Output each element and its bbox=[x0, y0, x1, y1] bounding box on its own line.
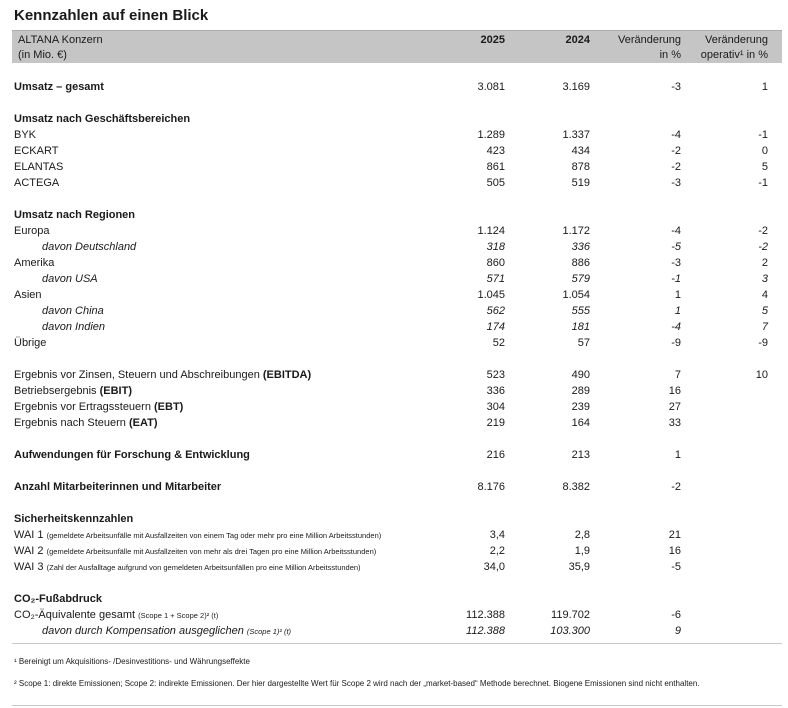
cell-change-operational-percent: 7 bbox=[761, 321, 768, 333]
row-spacer bbox=[14, 463, 768, 479]
table-header-band bbox=[12, 30, 782, 63]
row-label: WAI 1 (gemeldete Arbeitsunfälle mit Ausfallzeiten von einem Tag oder mehr pro eine Million Arbeitsstunden) bbox=[14, 529, 382, 541]
table-row bbox=[14, 143, 768, 159]
row-label: ACTEGA bbox=[14, 177, 60, 189]
cell-2025: 174 bbox=[486, 321, 505, 333]
cell-2024: 886 bbox=[571, 257, 590, 269]
cell-2024: 878 bbox=[571, 161, 590, 173]
cell-change-percent: -2 bbox=[671, 481, 681, 493]
cell-2025: 52 bbox=[492, 337, 505, 349]
cell-change-operational-percent bbox=[681, 207, 768, 223]
cell-2025: 3,4 bbox=[489, 529, 505, 541]
table-row bbox=[14, 399, 768, 415]
row-spacer bbox=[14, 191, 768, 207]
header-col-change-op-line1: Veränderung bbox=[705, 34, 768, 46]
row-label: Aufwendungen für Forschung & Entwicklung bbox=[14, 449, 250, 461]
row-label-definition: (Scope 1)² (t) bbox=[246, 627, 292, 636]
table-row bbox=[14, 447, 768, 463]
table-row bbox=[14, 159, 768, 175]
cell-change-operational-percent bbox=[681, 111, 768, 127]
table-row bbox=[14, 383, 768, 399]
row-label: davon Indien bbox=[42, 321, 105, 333]
row-label: CO₂-Äquivalente gesamt (Scope 1 + Scope 2)² (t) bbox=[14, 609, 219, 621]
cell-change-operational-percent: -9 bbox=[758, 337, 768, 349]
row-label-definition: (gemeldete Arbeitsunfälle mit Ausfallzeiten von einem Tag oder mehr pro eine Million Arbeitsstunden) bbox=[46, 531, 382, 540]
header-col-change-op-line2: operativ¹ in % bbox=[700, 49, 768, 61]
row-label: WAI 3 (Zahl der Ausfalltage aufgrund von gemeldeten Arbeitsunfällen pro eine Million Arbeitsstunden) bbox=[14, 561, 361, 573]
table-row bbox=[14, 223, 768, 239]
cell-2025: 1.289 bbox=[477, 129, 505, 141]
row-label-abbreviation: (EBIT) bbox=[99, 385, 132, 397]
cell-change-percent: -9 bbox=[671, 337, 681, 349]
row-label: Umsatz nach Regionen bbox=[14, 209, 136, 221]
cell-change-operational-percent bbox=[681, 591, 768, 607]
table-row bbox=[14, 287, 768, 303]
cell-2024: 579 bbox=[571, 273, 590, 285]
cell-change-percent: -3 bbox=[671, 257, 681, 269]
footnote-1: ¹ Bereinigt um Akquisitions- /Desinvestitions- und Währungseffekte bbox=[14, 657, 250, 666]
cell-change-operational-percent bbox=[681, 543, 768, 560]
cell-change-operational-percent bbox=[681, 479, 768, 495]
row-label-abbreviation: (EAT) bbox=[128, 417, 158, 429]
cell-2025: 861 bbox=[486, 161, 505, 173]
row-label: Umsatz nach Geschäftsbereichen bbox=[14, 113, 191, 125]
row-label: Betriebsergebnis (EBIT) bbox=[14, 385, 132, 397]
row-label: Umsatz – gesamt bbox=[14, 81, 104, 93]
cell-2025: 571 bbox=[486, 273, 505, 285]
cell-change-operational-percent bbox=[681, 447, 768, 463]
cell-change-operational-percent: 0 bbox=[761, 145, 768, 157]
cell-change-percent: -2 bbox=[671, 161, 681, 173]
table-row bbox=[14, 607, 768, 623]
cell-change-percent bbox=[590, 511, 681, 527]
cell-2024 bbox=[505, 207, 590, 223]
cell-2024 bbox=[505, 111, 590, 127]
table-row bbox=[14, 127, 768, 143]
cell-2024: 555 bbox=[571, 305, 590, 317]
cell-2025: 112.388 bbox=[466, 609, 505, 621]
cell-change-percent: -2 bbox=[671, 145, 681, 157]
cell-change-operational-percent bbox=[681, 399, 768, 415]
cell-2024: 213 bbox=[571, 449, 590, 461]
footnote-separator-rule bbox=[12, 643, 782, 644]
cell-change-percent bbox=[590, 591, 681, 607]
cell-2025: 523 bbox=[486, 369, 505, 381]
header-col-change-line1: Veränderung bbox=[618, 34, 681, 46]
cell-change-percent: -5 bbox=[671, 241, 681, 253]
cell-change-percent: 27 bbox=[668, 401, 681, 413]
cell-change-operational-percent: -2 bbox=[758, 225, 768, 237]
cell-2025 bbox=[420, 591, 505, 607]
cell-2024: 119.702 bbox=[551, 609, 590, 621]
table-row bbox=[14, 239, 768, 255]
cell-change-percent: 9 bbox=[674, 625, 681, 637]
cell-2025: 1.045 bbox=[477, 289, 505, 301]
cell-2025: 562 bbox=[486, 305, 505, 317]
cell-2024: 519 bbox=[571, 177, 590, 189]
row-label: ELANTAS bbox=[14, 161, 64, 173]
row-label-definition: (Zahl der Ausfalltage aufgrund von gemeldeten Arbeitsunfällen pro eine Million Arbeitsstunden) bbox=[46, 563, 361, 572]
cell-change-operational-percent bbox=[681, 511, 768, 527]
table-row bbox=[14, 255, 768, 271]
cell-2024: 3.169 bbox=[562, 81, 590, 93]
cell-change-operational-percent bbox=[681, 623, 768, 640]
header-col-change-line2: in % bbox=[659, 49, 681, 61]
cell-change-operational-percent: 10 bbox=[755, 369, 768, 381]
section-header-row bbox=[14, 111, 768, 127]
table-row bbox=[14, 623, 768, 639]
cell-change-percent: -4 bbox=[671, 129, 681, 141]
cell-2024: 164 bbox=[571, 417, 590, 429]
cell-2025: 216 bbox=[486, 449, 505, 461]
cell-change-percent: -3 bbox=[671, 177, 681, 189]
row-label: Ergebnis vor Ertragssteuern (EBT) bbox=[14, 401, 184, 413]
row-label: Ergebnis nach Steuern (EAT) bbox=[14, 417, 158, 429]
row-label: davon durch Kompensation ausgeglichen (Scope 1)² (t) bbox=[42, 625, 292, 637]
cell-2025: 860 bbox=[486, 257, 505, 269]
row-label-definition: (gemeldete Arbeitsunfälle mit Ausfallzeiten von mehr als drei Tagen pro eine Million Arbeitsstunden) bbox=[46, 547, 377, 556]
cell-change-percent: -5 bbox=[671, 561, 681, 573]
cell-change-operational-percent: 3 bbox=[761, 273, 768, 285]
row-label: Europa bbox=[14, 225, 50, 237]
cell-change-operational-percent: -2 bbox=[758, 241, 768, 253]
row-label: Anzahl Mitarbeiterinnen und Mitarbeiter bbox=[14, 481, 222, 493]
row-label: CO₂-Fußabdruck bbox=[14, 593, 102, 605]
row-spacer bbox=[14, 431, 768, 447]
cell-2024: 2,8 bbox=[574, 529, 590, 541]
table-row bbox=[14, 479, 768, 495]
cell-change-operational-percent bbox=[681, 415, 768, 431]
cell-2024: 1.054 bbox=[562, 289, 590, 301]
footnote-2: ² Scope 1: direkte Emissionen; Scope 2: indirekte Emissionen. Der hier dargestellte Wert für Scope 2 wird nach der „market-based“ Methode berechnet. Biogene Emissionen sind nicht enthalten. bbox=[14, 679, 700, 688]
page-title: Kennzahlen auf einen Blick bbox=[14, 7, 209, 24]
section-header-row bbox=[14, 591, 768, 607]
row-label: Sicherheitskennzahlen bbox=[14, 513, 134, 525]
cell-change-percent: -6 bbox=[671, 609, 681, 621]
cell-2024: 434 bbox=[571, 145, 590, 157]
row-label: BYK bbox=[14, 129, 37, 141]
cell-change-percent: 7 bbox=[674, 369, 681, 381]
cell-2025 bbox=[420, 207, 505, 223]
cell-change-percent: -4 bbox=[671, 225, 681, 237]
table-row bbox=[14, 559, 768, 575]
header-col-2024: 2024 bbox=[565, 34, 590, 46]
cell-2024: 1.337 bbox=[562, 129, 590, 141]
cell-2024: 35,9 bbox=[568, 561, 590, 573]
row-label-definition: (Scope 1 + Scope 2)² (t) bbox=[138, 611, 219, 620]
cell-change-operational-percent: 5 bbox=[761, 161, 768, 173]
cell-2024: 289 bbox=[571, 385, 590, 397]
header-unit: (in Mio. €) bbox=[18, 49, 67, 61]
cell-change-operational-percent bbox=[681, 383, 768, 399]
row-label-abbreviation: (EBT) bbox=[154, 401, 184, 413]
cell-2024: 181 bbox=[571, 321, 590, 333]
cell-2024: 103.300 bbox=[550, 625, 590, 637]
cell-change-percent: 1 bbox=[674, 449, 681, 461]
cell-2025: 505 bbox=[486, 177, 505, 189]
cell-2025: 112.388 bbox=[466, 625, 505, 637]
cell-2025 bbox=[420, 511, 505, 527]
row-label: Übrige bbox=[14, 337, 47, 349]
table-row bbox=[14, 271, 768, 287]
table-row bbox=[14, 303, 768, 319]
row-spacer bbox=[14, 351, 768, 367]
cell-change-percent: 21 bbox=[668, 529, 681, 541]
table-row bbox=[14, 319, 768, 335]
cell-change-operational-percent bbox=[681, 559, 768, 576]
row-label: davon Deutschland bbox=[42, 241, 137, 253]
header-col-2025: 2025 bbox=[480, 34, 505, 46]
cell-change-operational-percent: 1 bbox=[761, 81, 768, 93]
cell-change-percent: -3 bbox=[671, 81, 681, 93]
cell-change-percent bbox=[590, 111, 681, 127]
cell-2025: 219 bbox=[486, 417, 505, 429]
cell-change-percent: -1 bbox=[671, 273, 681, 285]
cell-2024: 8.382 bbox=[562, 481, 590, 493]
table-row bbox=[14, 335, 768, 351]
row-label: WAI 2 (gemeldete Arbeitsunfälle mit Ausfallzeiten von mehr als drei Tagen pro eine Million Arbeitsstunden) bbox=[14, 545, 377, 557]
cell-change-percent bbox=[590, 207, 681, 223]
cell-change-operational-percent: 2 bbox=[761, 257, 768, 269]
cell-2025: 1.124 bbox=[477, 225, 505, 237]
cell-2024: 57 bbox=[577, 337, 590, 349]
row-label: davon USA bbox=[42, 273, 98, 285]
cell-change-percent: -4 bbox=[671, 321, 681, 333]
row-label: Amerika bbox=[14, 257, 55, 269]
cell-2025: 423 bbox=[486, 145, 505, 157]
table-row bbox=[14, 415, 768, 431]
cell-2024: 239 bbox=[571, 401, 590, 413]
header-col-change bbox=[590, 33, 681, 63]
table-row bbox=[14, 527, 768, 543]
cell-change-operational-percent: -1 bbox=[758, 177, 768, 189]
cell-2025: 304 bbox=[486, 401, 505, 413]
table-row bbox=[14, 543, 768, 559]
header-col-change-operational bbox=[681, 33, 768, 63]
cell-2024: 1.172 bbox=[562, 225, 590, 237]
cell-change-operational-percent: 4 bbox=[761, 289, 768, 301]
cell-2024 bbox=[505, 591, 590, 607]
row-label: davon China bbox=[42, 305, 104, 317]
cell-2025: 8.176 bbox=[477, 481, 505, 493]
cell-2024 bbox=[505, 511, 590, 527]
cell-2025: 336 bbox=[486, 385, 505, 397]
table-row bbox=[14, 367, 768, 383]
cell-change-operational-percent bbox=[681, 607, 768, 624]
cell-2025: 3.081 bbox=[477, 81, 505, 93]
header-org-unit bbox=[18, 33, 420, 63]
section-header-row bbox=[14, 207, 768, 223]
row-label: Asien bbox=[14, 289, 42, 301]
row-label: Ergebnis vor Zinsen, Steuern und Abschreibungen (EBITDA) bbox=[14, 369, 312, 381]
bottom-rule bbox=[12, 705, 782, 706]
row-label: ECKART bbox=[14, 145, 59, 157]
cell-2025: 318 bbox=[486, 241, 505, 253]
cell-change-percent: 16 bbox=[668, 545, 681, 557]
cell-change-percent: 33 bbox=[668, 417, 681, 429]
table-row bbox=[14, 175, 768, 191]
cell-2025 bbox=[420, 111, 505, 127]
table-body bbox=[14, 79, 768, 639]
row-spacer bbox=[14, 575, 768, 591]
cell-change-operational-percent: -1 bbox=[758, 129, 768, 141]
section-header-row bbox=[14, 511, 768, 527]
cell-change-operational-percent: 5 bbox=[761, 305, 768, 317]
cell-2025: 2,2 bbox=[489, 545, 505, 557]
cell-change-percent: 1 bbox=[674, 289, 681, 301]
cell-2024: 336 bbox=[571, 241, 590, 253]
row-spacer bbox=[14, 495, 768, 511]
cell-change-operational-percent bbox=[681, 527, 768, 544]
row-label-abbreviation: (EBITDA) bbox=[262, 369, 312, 381]
cell-change-percent: 1 bbox=[674, 305, 681, 317]
row-spacer bbox=[14, 95, 768, 111]
cell-2024: 490 bbox=[571, 369, 590, 381]
cell-change-percent: 16 bbox=[668, 385, 681, 397]
cell-2025: 34,0 bbox=[483, 561, 505, 573]
table-row bbox=[14, 79, 768, 95]
header-org: ALTANA Konzern bbox=[18, 34, 103, 46]
cell-2024: 1,9 bbox=[574, 545, 590, 557]
